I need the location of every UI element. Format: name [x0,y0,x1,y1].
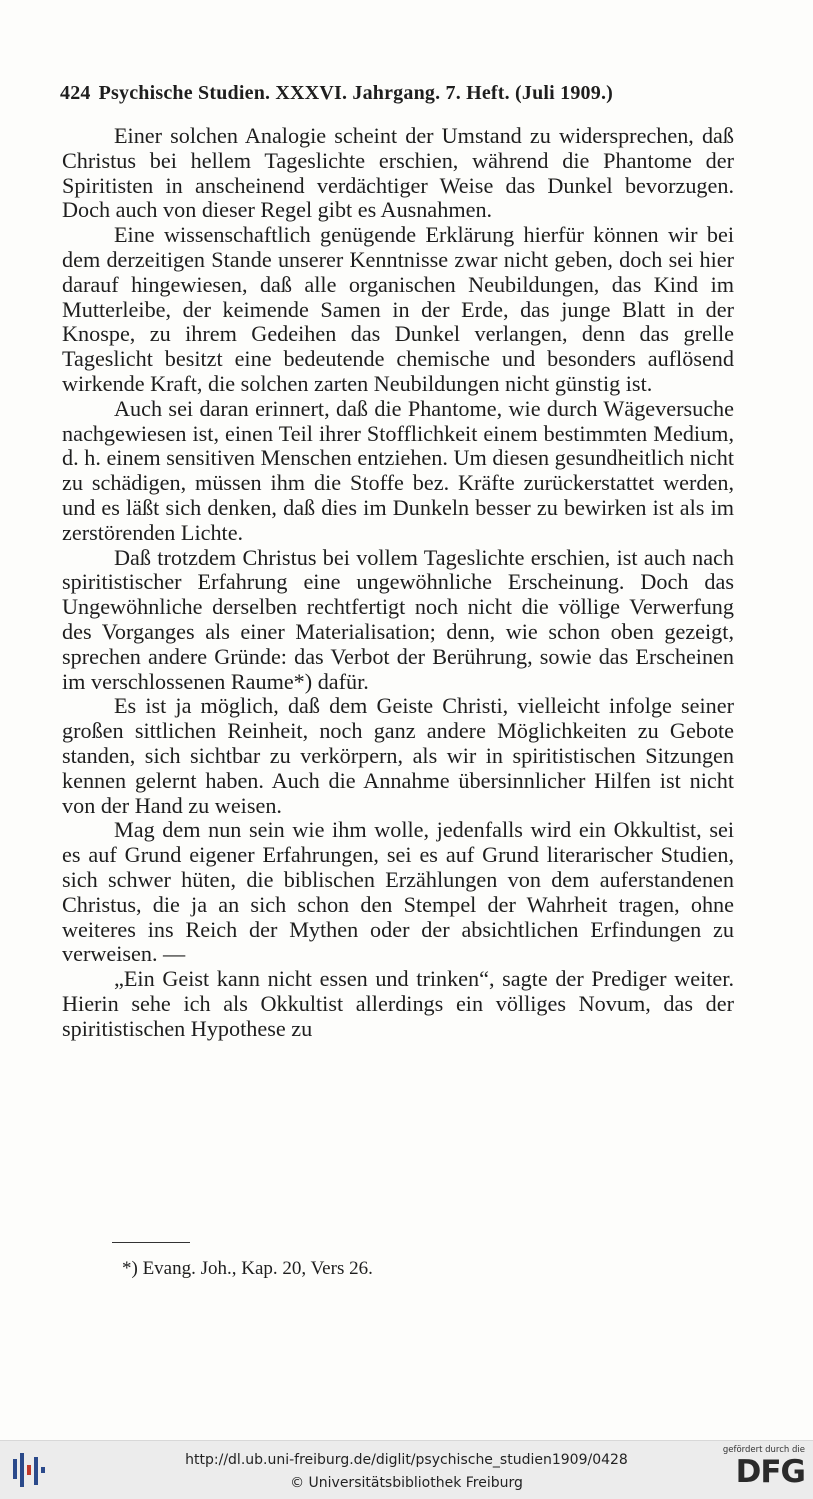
body-text [62,124,734,1041]
paragraph: Es ist ja möglich, daß dem Geiste Christi, vielleicht infolge seiner großen sittlichen Reinheit, noch ganz andere Möglichkeiten zu Gebote standen, sich sichtbar zu verkörpern, als wir in spiritistischen Sitzungen kennen gelernt haben. Auch die Annahme übersinnlicher Hilfen ist nicht von der Hand zu weisen. [62,693,734,818]
running-title: Psychische Studien. XXXVI. Jahrgang. 7. Heft. (Juli 1909.) [98,82,614,104]
copyright-text: © Universitätsbibliothek Freiburg [290,1475,523,1491]
source-url[interactable]: http://dl.ub.uni-freiburg.de/diglit/psychische_studien1909/0428 [185,1452,628,1468]
funding-tag: gefördert durch die [722,1445,805,1455]
paragraph: Mag dem nun sein wie ihm wolle, jedenfalls wird ein Okkultist, sei es auf Grund eigener Erfahrungen, sei es auf Grund literarischer Studien, sich schwer hüten, die biblischen Erzählungen von dem auferstandenen Christus, die ja an sich schon den Stempel der Wahrheit tragen, ohne weiteres ins Reich der Mythen oder der absichtlichen Erfindungen zu verweisen. — [62,817,734,967]
footnote: *) Evang. Joh., Kap. 20, Vers 26. [122,1258,373,1279]
page-number: 424 [60,82,91,104]
paragraph: Daß trotzdem Christus bei vollem Tageslichte erschien, ist auch nach spiritistischer Erfahrung eine ungewöhnliche Erscheinung. Doch das Ungewöhnliche derselben rechtfertigt noch nicht die völlige Verwerfung des Vorganges als einer Materialisation; denn, wie schon oben gezeigt, sprechen andere Gründe: das Verbot der Berührung, sowie das Erscheinen im verschlossenen Raume*) dafür. [62,544,734,694]
paragraph: Eine wissenschaftlich genügende Erklärung hierfür können wir bei dem derzeitigen Stande unserer Kenntnisse zwar nicht geben, doch sei hier darauf hingewiesen, daß alle organischen Neubildungen, das Kind im Mutterleibe, der keimende Samen in der Erde, das junge Blatt in der Knospe, zu ihrem Gedeihen das Dunkel verlangen, denn das grelle Tageslicht besitzt eine bedeutende chemische und besonders auflösend wirkende Kraft, die solchen zarten Neubildungen nicht günstig ist. [62,222,734,396]
dfg-mark: DFG [735,1454,805,1490]
dfg-logo [713,1445,805,1495]
running-header [60,82,728,105]
paragraph: „Ein Geist kann nicht essen und trinken“, sagte der Prediger weiter. Hierin sehe ich als Okkultist allerdings ein völliges Novum, das der spiritistischen Hypothese zu [62,966,734,1041]
paragraph: Einer solchen Analogie scheint der Umstand zu widersprechen, daß Christus bei hellem Tageslichte erschien, während die Phantome der Spiritisten in anscheinend verdächtiger Weise das Dunkel bevorzugen. Doch auch von dieser Regel gibt es Ausnahmen. [62,123,734,223]
viewer-footer [0,1440,813,1499]
paragraph: Auch sei daran erinnert, daß die Phantome, wie durch Wägeversuche nachgewiesen ist, einen Teil ihrer Stofflichkeit einem bestimmten Medium, d. h. einem sensitiven Menschen entziehen. Um diesen gesundheitlich nicht zu schädigen, müssen ihm die Stoffe bez. Kräfte zurückerstattet werden, und es läßt sich denken, daß dies im Dunkeln besser zu bewirken ist als im zerstörenden Lichte. [62,395,734,545]
footnote-rule [112,1242,190,1243]
